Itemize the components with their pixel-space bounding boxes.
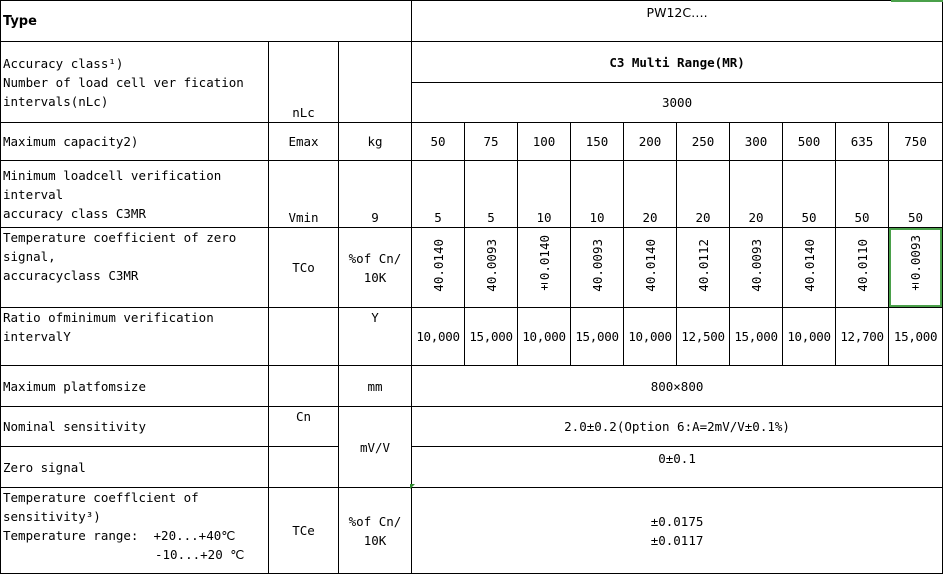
- cn-symbol: Cn: [269, 407, 339, 447]
- ratio-value: 10,000: [412, 308, 465, 366]
- capacity-value: 50: [412, 123, 465, 161]
- tco-value: 40.0140: [430, 238, 446, 292]
- ratio-value: 12,700: [836, 308, 889, 366]
- tce-unit: %of Cn/ 10K: [339, 488, 412, 574]
- temperature-range-label: Temperature range:: [3, 528, 139, 543]
- ratio-unit: Y: [339, 308, 412, 366]
- selection-corner-marker: [891, 0, 943, 2]
- ratio-value: 10,000: [624, 308, 677, 366]
- selected-cell[interactable]: [889, 228, 943, 308]
- ratio-value: 15,000: [571, 308, 624, 366]
- ratio-value: 12,500: [677, 308, 730, 366]
- capacity-value: 100: [518, 123, 571, 161]
- vmin-value: 20: [677, 161, 730, 228]
- temperature-range-1: +20...+40℃: [153, 528, 236, 543]
- vmin-unit: 9: [339, 161, 412, 228]
- capacity-value: 300: [730, 123, 783, 161]
- accuracy-class-value: C3 Multi Range(MR): [412, 42, 943, 83]
- tce-label: Temperature coefflcient of sensitivity³) Temperature range: +20...+40℃ -10...+20 ℃: [1, 488, 269, 574]
- accuracy-unit-empty: [339, 42, 412, 123]
- accuracy-label: Accuracy class¹) Number of load cell ver fication intervals(nLc): [1, 42, 269, 123]
- capacity-value: 750: [889, 123, 943, 161]
- accuracy-row: [1, 42, 943, 83]
- sensitivity-unit: mV/V: [339, 407, 412, 488]
- capacity-label: Maximum capacity2): [1, 123, 269, 161]
- zero-signal-value: 0±0.1: [412, 447, 943, 488]
- ratio-value: 15,000: [889, 308, 943, 366]
- tco-symbol: TCo: [269, 228, 339, 308]
- vmin-value: 5: [465, 161, 518, 228]
- vmin-value: 50: [889, 161, 943, 228]
- capacity-unit: kg: [339, 123, 412, 161]
- platform-row: [1, 366, 943, 407]
- tce-row: [1, 488, 943, 574]
- platform-label: Maximum platfomsize: [1, 366, 269, 407]
- ratio-value: 15,000: [730, 308, 783, 366]
- ratio-value: 10,000: [518, 308, 571, 366]
- capacity-value: 75: [465, 123, 518, 161]
- model-name: PW12C….: [412, 1, 943, 42]
- tco-value: ±0.0093: [908, 234, 924, 296]
- tco-value: 40.0140: [801, 238, 817, 292]
- platform-symbol-empty: [269, 366, 339, 407]
- vmin-row: [1, 161, 943, 228]
- vmin-symbol: Vmin: [269, 161, 339, 228]
- sensitivity-value: 2.0±0.2(Option 6:A=2mV/V±0.1%): [412, 407, 943, 447]
- intervals-value: 3000: [412, 83, 943, 123]
- vmin-value: 5: [412, 161, 465, 228]
- sensitivity-label: Nominal sensitivity: [1, 407, 269, 447]
- capacity-value: 635: [836, 123, 889, 161]
- ratio-label: Ratio ofminimum verification intervalY: [1, 308, 269, 366]
- vmin-value: 10: [518, 161, 571, 228]
- ratio-symbol-empty: [269, 308, 339, 366]
- capacity-value: 200: [624, 123, 677, 161]
- tco-value: 40.0110: [854, 238, 870, 292]
- tco-unit: %of Cn/ 10K: [339, 228, 412, 308]
- platform-value: 800×800: [412, 366, 943, 407]
- vmin-value: 50: [783, 161, 836, 228]
- emax-symbol: Emax: [269, 123, 339, 161]
- tco-value: ±0.0140: [536, 234, 552, 296]
- tco-value: 40.0093: [483, 238, 499, 292]
- capacity-value: 500: [783, 123, 836, 161]
- tce-values: [412, 488, 943, 574]
- vmin-value: 50: [836, 161, 889, 228]
- type-row: [1, 1, 943, 42]
- zero-signal-symbol-empty: [269, 447, 339, 488]
- platform-unit: mm: [339, 366, 412, 407]
- ratio-value: 10,000: [783, 308, 836, 366]
- tco-row: [1, 228, 943, 308]
- cell-comment-marker: [410, 484, 415, 489]
- vmin-value: 10: [571, 161, 624, 228]
- nlc-symbol: nLc: [269, 42, 339, 123]
- zero-signal-row: [1, 447, 943, 488]
- type-label: Type: [1, 1, 412, 42]
- capacity-row: [1, 123, 943, 161]
- sensitivity-row: [1, 407, 943, 447]
- capacity-value: 250: [677, 123, 730, 161]
- tco-value: 40.0093: [748, 238, 764, 292]
- temperature-range-2: -10...+20 ℃: [155, 547, 245, 562]
- tco-value: 40.0140: [642, 238, 658, 292]
- vmin-label: Minimum loadcell verification interval accuracy class C3MR: [1, 161, 269, 228]
- ratio-value: 15,000: [465, 308, 518, 366]
- ratio-row: [1, 308, 943, 366]
- zero-signal-label: Zero signal: [1, 447, 269, 488]
- tce-value-2: ±0.0117: [650, 532, 704, 548]
- tco-value: 40.0112: [695, 238, 711, 292]
- tco-label: Temperature coefficient of zero signal, accuracyclass C3MR: [1, 228, 269, 308]
- vmin-value: 20: [730, 161, 783, 228]
- capacity-value: 150: [571, 123, 624, 161]
- tco-value: 40.0093: [589, 238, 605, 292]
- tce-symbol: TCe: [269, 488, 339, 574]
- vmin-value: 20: [624, 161, 677, 228]
- tce-value-1: ±0.0175: [650, 513, 704, 529]
